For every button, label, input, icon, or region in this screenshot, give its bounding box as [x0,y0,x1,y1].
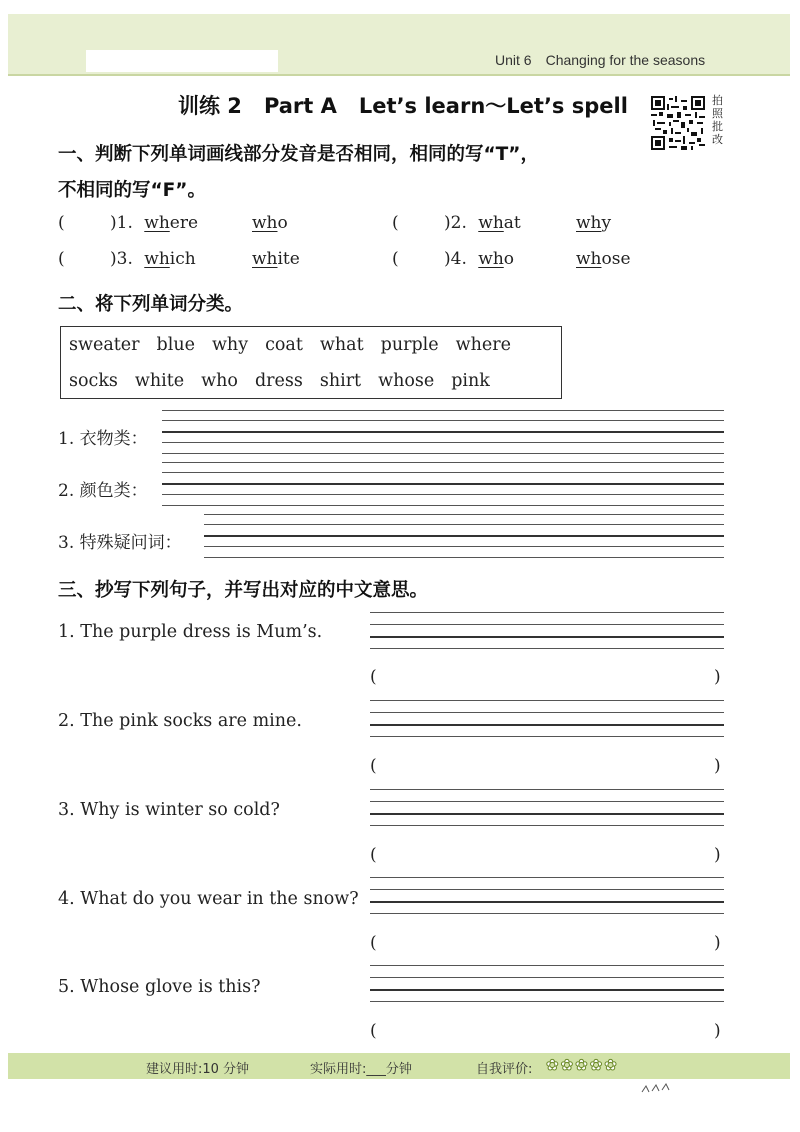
category-clothes-label: 1. 衣物类： [58,429,148,449]
unit-header [495,52,705,68]
section1-heading: 一、判断下列单词画线部分发音是否相同，相同的写“T”， [58,144,539,165]
translation-close-bracket: ) [714,667,721,687]
sentence-5-copy-lines[interactable] [370,965,724,1011]
sentence-4: 4. What do you wear in the snow? [58,889,359,909]
sentence-2-translation-field[interactable] [384,761,710,779]
translation-open-bracket: ( [370,1021,377,1041]
answer-paren: ( [392,213,399,233]
sentence-5-translation-field[interactable] [384,1026,710,1044]
sentence-5: 5. Whose glove is this? [58,977,261,997]
question-2[interactable]: )2. what [444,213,521,233]
translation-open-bracket: ( [370,667,377,687]
category-colors-label: 2. 颜色类： [58,481,148,501]
word-bank-box [60,326,562,399]
question-1[interactable]: )1. where [110,213,199,233]
sentence-1: 1. The purple dress is Mum’s. [58,622,323,642]
self-evaluation-label: 自我评价: [476,1062,533,1077]
answer-paren: ( [58,249,65,269]
sentence-4-translation-field[interactable] [384,938,710,956]
title-lesson: Let’s learn～Let’s spell [358,94,628,118]
page-title [178,90,650,120]
translation-close-bracket: ) [714,1021,721,1041]
rating-stars-icon[interactable]: ✿✿✿✿✿ [546,1056,619,1074]
answer-paren: ( [58,213,65,233]
word-bank-row: sweater blue why coat what purple where [69,335,511,355]
title-part: Part A [263,94,337,118]
section2-heading: 二、将下列单词分类。 [58,294,244,315]
translation-open-bracket: ( [370,845,377,865]
category-question-words-lines[interactable] [204,514,724,564]
section3-heading: 三、抄写下列句子，并写出对应的中文意思。 [58,580,429,601]
unit-title: Changing for the seasons [545,52,706,68]
section1-heading-cont: 不相同的写“F”。 [58,180,206,201]
qr-code-icon[interactable] [651,96,705,150]
sentence-1-copy-lines[interactable] [370,612,724,658]
translation-close-bracket: ) [714,756,721,776]
sentence-2-copy-lines[interactable] [370,700,724,746]
category-colors-lines[interactable] [162,462,724,512]
sentence-3-translation-field[interactable] [384,850,710,868]
sentence-4-copy-lines[interactable] [370,877,724,923]
answer-paren: ( [392,249,399,269]
suggested-time: 建议用时:10 分钟 [146,1062,250,1077]
question-4-word2: whose [576,249,631,269]
header-divider [8,74,790,76]
question-3[interactable]: )3. which [110,249,196,269]
pen-mark-icon [640,1080,680,1096]
translation-close-bracket: ) [714,845,721,865]
sentence-3: 3. Why is winter so cold? [58,800,280,820]
header-blank-area [86,50,278,72]
question-3-word2: white [252,249,300,269]
sentence-1-translation-field[interactable] [384,672,710,690]
title-exercise: 训练 2 [178,94,242,118]
question-2-word2: why [576,213,612,233]
qr-label: 拍 照 批 改 [712,94,723,146]
translation-open-bracket: ( [370,933,377,953]
question-4[interactable]: )4. who [444,249,515,269]
actual-time: 实际用时:___分钟 [310,1062,412,1077]
sentence-3-copy-lines[interactable] [370,789,724,835]
translation-open-bracket: ( [370,756,377,776]
question-1-word2: who [252,213,288,233]
unit-number: Unit 6 [495,52,532,68]
category-clothes-lines[interactable] [162,410,724,460]
translation-close-bracket: ) [714,933,721,953]
word-bank-row: socks white who dress shirt whose pink [69,371,490,391]
category-question-words-label: 3. 特殊疑问词： [58,533,182,553]
sentence-2: 2. The pink socks are mine. [58,711,302,731]
